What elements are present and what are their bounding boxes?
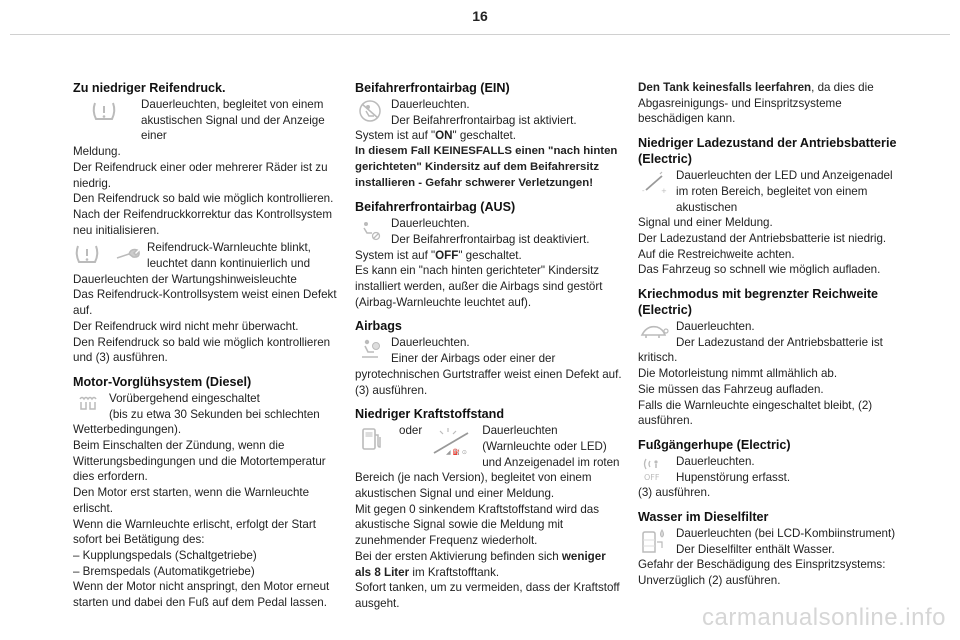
icon-description: Dauerleuchten, begleitet von einem akustischen Signal und der Anzeige einer <box>141 98 325 143</box>
section-turtle-mode <box>638 286 906 429</box>
status-line: System ist auf "ON" geschaltet. <box>355 129 516 143</box>
body-text: Bei der ersten Aktivierung befinden sich weniger als 8 Liter im Kraftstofftank. <box>355 549 606 579</box>
icon-description: Dauerleuchten (bei LCD-Kombiinstrument) Der Dieselfilter enthält Wasser. <box>676 527 896 556</box>
body-text: Wetterbedingungen). Beim Einschalten der Zündung, wenn die Witterungsbedingungen und die Motortemperatur dies erfordern. Den Motor erst starten, wenn die Warnleuchte erlischt. Wenn die Warnleuchte erlischt, erfolgt der Start sofort bei Betätigung des: – Kupplungspedals (Schaltgetriebe) – Bremspedals (Automatikgetriebe) Wenn der Motor nicht anspringt, den Motor erneut starten und dabei den Fuß auf dem Pedal lassen. <box>73 423 330 610</box>
watermark: carmanualsonline.info <box>702 604 946 631</box>
section-title: Fußgängerhupe (Electric) <box>638 437 791 452</box>
fuel-pump-icon <box>355 425 389 453</box>
airbag-icon <box>355 337 385 361</box>
icon-description: Dauerleuchten. Einer der Airbags oder einer der <box>391 336 556 366</box>
section-title: Motor-Vorglühsystem (Diesel) <box>73 374 252 389</box>
section-low-fuel <box>355 406 623 611</box>
body-text: Signal und einer Meldung. Der Ladezustand der Antriebsbatterie ist niedrig. Auf die Restreichweite achten. Das Fahrzeug so schnell wie möglich aufladen. <box>638 216 887 277</box>
svg-text:-: - <box>642 187 645 195</box>
body-text: Den Tank keinesfalls leerfahren, da dies die Abgasreinigungs- und Einspritzsysteme beschädigen kann. <box>638 81 874 126</box>
body-text: kritisch. Die Motorleistung nimmt allmählich ab. Sie müssen das Fahrzeug aufladen. Falls die Warnleuchte eingeschaltet bleibt, (2) ausführen. <box>638 351 873 428</box>
icon-description: Reifendruck-Warnleuchte blinkt, leuchtet dann kontinuierlich und <box>147 241 311 271</box>
glow-plug-icon <box>73 393 103 413</box>
battery-charge-icon <box>638 170 670 194</box>
icon-description: Dauerleuchten (Warnleuchte oder LED) und Anzeigenadel im roten <box>482 424 620 469</box>
body-text: Es kann ein "nach hinten gerichteter" Kindersitz installiert werden, außer die Airbags sind gestört (Airbag-Warnleuchte leuchtet auf). <box>355 264 603 309</box>
header-divider <box>10 34 950 35</box>
body-text: pyrotechnischen Gurtstraffer weist einen Defekt auf. (3) ausführen. <box>355 367 622 397</box>
pedestrian-horn-icon <box>638 456 670 482</box>
section-airbag-on <box>355 80 623 191</box>
icon-description: Dauerleuchten. Der Beifahrerfrontairbag ist aktiviert. <box>391 98 577 127</box>
status-value: ON <box>435 129 453 143</box>
section-title: Wasser im Dieselfilter <box>638 510 769 525</box>
body-text: Bereich (je nach Version), begleitet von einem akustischen Signal und einer Meldung. Mit gegen 0 sinkendem Kraftstoffstand wird das akustische Signal sowie die Meldung mit zunehmender Frequenz wiederholt. <box>355 471 600 548</box>
emphasis: weniger als 8 Liter <box>355 549 606 579</box>
section-title: Niedriger Ladezustand der Antriebsbatterie (Electric) <box>638 136 897 167</box>
section-airbags <box>355 318 623 398</box>
wrench-icon <box>115 244 141 264</box>
passenger-airbag-on-icon <box>355 99 385 123</box>
section-title: Niedriger Kraftstoffstand <box>355 407 505 422</box>
safety-warning: In diesem Fall KEINESFALLS einen "nach hinten gerichteten" Kindersitz auf dem Beifahrersitz installieren - Gefahr schwerer Verletzungen! <box>355 145 618 189</box>
section-title: Zu niedriger Reifendruck. <box>73 81 226 95</box>
body-text: Gefahr der Beschädigung des Einspritzsystems: Unverzüglich (2) ausführen. <box>638 558 886 588</box>
icon-description: Vorübergehend eingeschaltet (bis zu etwa 30 Sekunden bei schlechten <box>109 391 320 421</box>
status-value: OFF <box>435 248 459 262</box>
section-low-battery <box>638 135 906 278</box>
svg-text:+: + <box>661 187 667 195</box>
or-label: oder <box>399 424 423 438</box>
body-text: Sofort tanken, um zu vermeiden, dass der Kraftstoff ausgeht. <box>355 581 620 610</box>
emphasis: Den Tank keinesfalls leerfahren <box>638 81 812 94</box>
tyre-pressure-icon <box>73 99 135 123</box>
body-text: Meldung. Der Reifendruck einer oder mehrerer Räder ist zu niedrig. Den Reifendruck so bald wie möglich kontrollieren. Nach der Reifendruckkorrektur das Kontrollsystem neu initialisieren. <box>73 145 334 237</box>
passenger-airbag-off-icon <box>355 218 385 242</box>
body-text: Dauerleuchten der Wartungshinweisleuchte Das Reifendruck-Kontrollsystem weist einen Defekt auf. Der Reifendruck wird nicht mehr überwacht. Den Reifendruck so bald wie möglich kontrollieren und (3) ausführen. <box>73 272 337 365</box>
page-number: 16 <box>472 8 488 24</box>
section-tank-warning <box>638 80 906 127</box>
icon-description: Dauerleuchten der LED und Anzeigenadel im roten Bereich, begleitet von einem akustischen <box>676 169 893 214</box>
section-title: Beifahrerfrontairbag (EIN) <box>355 81 510 95</box>
section-airbag-off <box>355 199 623 310</box>
status-line: System ist auf "OFF" geschaltet. <box>355 248 522 262</box>
icon-description: Dauerleuchten. Der Beifahrerfrontairbag ist deaktiviert. <box>391 217 590 246</box>
section-title: Airbags <box>355 319 402 334</box>
section-low-tyre-pressure <box>73 80 341 366</box>
svg-text:◢ ⛽ ⊙: ◢ ⛽ ⊙ <box>446 449 468 456</box>
body-text: (3) ausführen. <box>638 486 711 500</box>
water-in-diesel-icon <box>638 528 670 556</box>
column-2 <box>355 80 623 620</box>
tyre-pressure-icon <box>73 242 101 266</box>
section-water-in-diesel <box>638 509 906 589</box>
icon-description: Dauerleuchten. Der Ladezustand der Antriebsbatterie ist <box>676 320 883 349</box>
section-glow-plug <box>73 374 341 611</box>
column-3 <box>638 80 906 597</box>
fuel-gauge-icon <box>426 425 476 455</box>
icon-description: Dauerleuchten. Hupenstörung erfasst. <box>676 454 791 484</box>
section-title: Beifahrerfrontairbag (AUS) <box>355 200 516 215</box>
section-title: Kriechmodus mit begrenzter Reichweite (Electric) <box>638 287 879 318</box>
section-pedestrian-horn <box>638 437 906 501</box>
turtle-mode-icon <box>638 321 670 341</box>
svg-text:OFF: OFF <box>644 472 660 482</box>
column-1 <box>73 80 341 619</box>
